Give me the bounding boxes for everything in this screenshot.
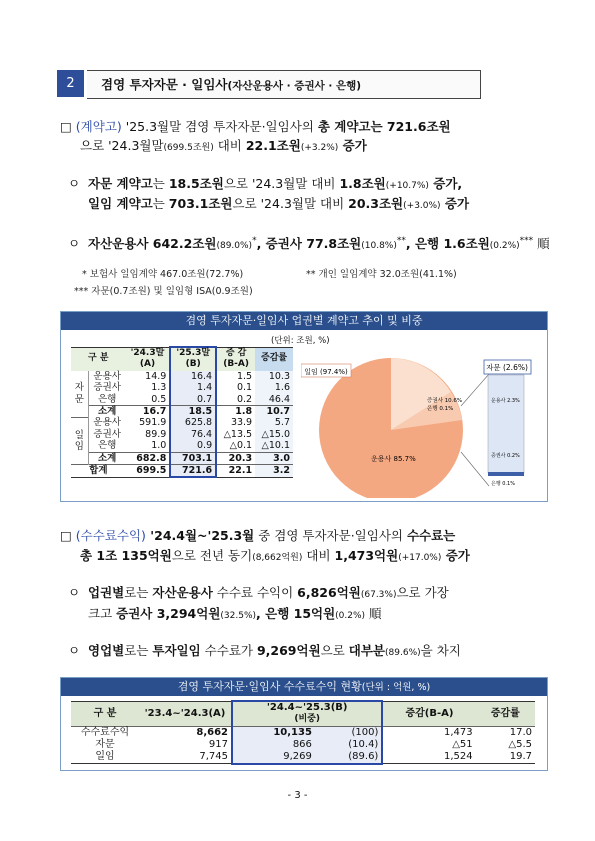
table-row bbox=[71, 465, 293, 478]
cell-a: 1.3 bbox=[151, 382, 167, 394]
th-c4: 증감률 bbox=[255, 347, 293, 371]
cell-d: 22.1 bbox=[216, 465, 255, 478]
cell-r: △10.1 bbox=[255, 440, 293, 452]
cell-r: 3.0 bbox=[255, 452, 293, 464]
row-name: 자문 bbox=[95, 738, 115, 750]
bullet-fee-business: ㅇ 영업별로는 투자일임 수수료가 9,269억원으로 대부분(89.6%)을 차지 bbox=[68, 643, 461, 658]
row-name: 소계 bbox=[88, 406, 125, 418]
cell-d: △13.5 bbox=[223, 428, 253, 440]
cell-b: 0.7 bbox=[170, 394, 216, 406]
page-number: - 3 - bbox=[287, 790, 308, 801]
cell-w: (100) bbox=[315, 726, 382, 739]
row-name: 은행 bbox=[98, 393, 117, 405]
table-row bbox=[71, 452, 293, 464]
cell-a: 89.9 bbox=[145, 428, 167, 440]
para-fee-line1: □ (수수료수익) '24.4월~'25.3월 중 겸영 투자자문·일임사의 수수료는 bbox=[60, 528, 456, 543]
pie-label-unyong: 운용사 85.7% bbox=[371, 455, 416, 463]
cell-a: 1.0 bbox=[151, 440, 167, 452]
cell-a: 7,745 bbox=[199, 751, 228, 763]
row-name: 운용사 bbox=[93, 370, 121, 382]
row-name: 소계 bbox=[88, 452, 125, 464]
row-name: 증권사 bbox=[93, 382, 121, 394]
cell-d: 20.3 bbox=[216, 452, 255, 464]
cell-r: 17.0 bbox=[509, 726, 532, 738]
fee-table: 구 분 '23.4~'24.3(A) '24.4~'25.3(B) (비중) 증감(B-A) 증감률 수수료수익 8,662 10,135 (100) 1,473 17.0 자문 917 866 (10.4) △51 △5.5 일임 7,745 9,269 (89.6) 1,524 19.7 bbox=[71, 700, 535, 765]
cell-d: 0.2 bbox=[236, 393, 253, 405]
th-c3: 증 감 bbox=[216, 347, 255, 359]
pie-label-ilim: 일임 (97.4%) bbox=[304, 368, 348, 376]
contract-box bbox=[60, 311, 548, 502]
cell-a: 8,662 bbox=[196, 726, 228, 738]
cell-r: 5.7 bbox=[255, 417, 293, 428]
cell-d: 33.9 bbox=[230, 417, 253, 429]
cell-d: 1.8 bbox=[216, 406, 255, 418]
cell-w: (10.4) bbox=[315, 739, 382, 751]
cell-w: (89.6) bbox=[315, 751, 382, 764]
cell-d: 1,524 bbox=[443, 751, 473, 763]
table-row bbox=[71, 382, 293, 393]
footnote-1: * 보험사 일임계약 467.0조원(72.7%) bbox=[82, 269, 244, 280]
section-title: 겸영 투자자문 · 일임사(자산운용사 · 증권사 · 은행) bbox=[87, 70, 481, 99]
bar-label-bank: 은행 0.1% bbox=[491, 481, 515, 487]
th-c2: '25.3말 bbox=[170, 347, 216, 359]
table-row bbox=[71, 371, 293, 382]
cell-d: 1.5 bbox=[236, 370, 253, 382]
fee-box bbox=[60, 677, 548, 771]
cell-d: 0.1 bbox=[236, 382, 253, 394]
contract-unit: (단위: 조원, %) bbox=[271, 336, 330, 346]
cell-a: 14.9 bbox=[145, 370, 167, 382]
cell-r: 10.3 bbox=[255, 371, 293, 382]
cell-b: 0.9 bbox=[170, 440, 216, 452]
cell-b: 1.4 bbox=[170, 382, 216, 393]
cell-r: 19.7 bbox=[509, 751, 532, 763]
row-name: 일임 bbox=[95, 751, 115, 763]
cell-a: 591.9 bbox=[139, 417, 167, 429]
cell-b: 703.1 bbox=[170, 452, 216, 464]
bullet-sector-share: ㅇ 자산운용사 642.2조원(89.0%)*, 증권사 77.8조원(10.8%)**, 은행 1.6조원(0.2%)*** 順 bbox=[68, 236, 550, 252]
row-name: 운용사 bbox=[93, 417, 121, 429]
row-name: 합계 bbox=[71, 465, 126, 478]
cell-a: 917 bbox=[208, 738, 228, 750]
cell-d: △0.1 bbox=[229, 440, 253, 452]
para-contract-line1: □ (계약고) '25.3월말 겸영 투자자문·일임사의 총 계약고는 721.6조원 bbox=[60, 119, 451, 134]
bullet-contract-discretionary: 일임 계약고는 703.1조원으로 '24.3월말 대비 20.3조원(+3.0%) 증가 bbox=[88, 196, 470, 211]
cell-b: 10,135 bbox=[232, 726, 315, 739]
section-header bbox=[57, 67, 481, 100]
contract-box-title: 겸영 투자자문·일임사 업권별 계약고 추이 및 비중 bbox=[61, 312, 547, 330]
th-gubun: 구 분 bbox=[71, 347, 126, 371]
cell-b: 18.5 bbox=[170, 406, 216, 418]
pie-label-bank: 은행 0.1% bbox=[427, 406, 454, 412]
row-name: 수수료수익 bbox=[80, 726, 130, 738]
cell-r: 10.7 bbox=[255, 406, 293, 418]
table-row bbox=[71, 417, 293, 428]
row-name: 증권사 bbox=[93, 428, 121, 440]
th-c1: '24.3말 bbox=[126, 347, 171, 359]
table-row bbox=[71, 751, 535, 764]
cell-a: 16.7 bbox=[126, 406, 171, 418]
cell-b: 625.8 bbox=[170, 417, 216, 428]
bullet-contract-advisory: ㅇ 자문 계약고는 18.5조원으로 '24.3월말 대비 1.8조원(+10.7%) 증가, bbox=[68, 176, 463, 191]
sector-pie-chart bbox=[301, 344, 547, 498]
para-fee-line2: 총 1조 135억원으로 전년 동기(8,662억원) 대비 1,473억원(+17.0%) 증가 bbox=[80, 548, 470, 563]
footnote-2: ** 개인 일임계약 32.0조원(41.1%) bbox=[306, 269, 457, 280]
bar-label-unyong: 운용사 2.3% bbox=[491, 398, 520, 404]
bullet-fee-sector-2: 크고 증권사 3,294억원(32.5%), 은행 15억원(0.2%) 順 bbox=[88, 606, 382, 621]
cell-d: △51 bbox=[452, 738, 473, 750]
pie-label-jeunggwon: 증권사 10.6% bbox=[427, 398, 463, 404]
cell-d: 1,473 bbox=[443, 726, 473, 738]
table-row bbox=[71, 394, 293, 406]
cell-r: 3.2 bbox=[255, 465, 293, 478]
table-row bbox=[71, 406, 293, 418]
table-row bbox=[71, 429, 293, 440]
cell-b: 9,269 bbox=[232, 751, 315, 764]
table-row bbox=[71, 440, 293, 452]
row-name: 은행 bbox=[98, 440, 117, 452]
cell-b: 76.4 bbox=[170, 429, 216, 440]
row-group-label: 일 임 bbox=[71, 417, 88, 464]
fee-box-title: 겸영 투자자문·일임사 수수료수익 현황(단위 : 억원, %) bbox=[61, 678, 547, 696]
bar-bank-seg bbox=[488, 472, 524, 476]
pie-label-jamun: 자문 (2.6%) bbox=[486, 363, 528, 372]
cell-b: 866 bbox=[232, 739, 315, 751]
cell-a: 682.8 bbox=[126, 452, 171, 464]
cell-a: 699.5 bbox=[126, 465, 171, 478]
cell-a: 0.5 bbox=[151, 393, 167, 405]
bullet-fee-sector: ㅇ 업권별로는 자산운용사 수수료 수익이 6,826억원(67.3%)으로 가장 bbox=[68, 585, 449, 600]
para-contract-line2: 으로 '24.3월말(699.5조원) 대비 22.1조원(+3.2%) 증가 bbox=[80, 138, 367, 153]
bar-label-jeunggwon: 증권사 0.2% bbox=[491, 453, 520, 459]
footnote-3: *** 자문(0.7조원) 및 일임형 ISA(0.9조원) bbox=[74, 286, 253, 297]
cell-r: 46.4 bbox=[255, 394, 293, 406]
table-row bbox=[71, 739, 535, 751]
contract-table: 구 분 '24.3말 '25.3말 증 감 증감률 (A) (B) (B-A) 자 문 운용사 14.9 16.4 1.5 10.3 증권사 1.3 1.4 0.1 1.6 은행 0.5 0.7 0.2 46.4 소계 16.7 18.5 1.8 10.7 일 임 운용사 591.9 625.8 33.9 5.7 증권사 89.9 76.4 △13.5 △15.0 은행 1.0 0.9 △0.1 △10.1 소계 682.8 703.1 20.3 3.0 합계 699.5 721.6 22.1 3.2 bbox=[71, 346, 293, 478]
cell-r: △5.5 bbox=[508, 738, 532, 750]
cell-b: 721.6 bbox=[170, 465, 216, 478]
table-row bbox=[71, 726, 535, 739]
row-group-label: 자 문 bbox=[71, 371, 88, 418]
cell-r: 1.6 bbox=[255, 382, 293, 393]
cell-b: 16.4 bbox=[170, 371, 216, 382]
cell-r: △15.0 bbox=[255, 429, 293, 440]
section-number: 2 bbox=[57, 70, 84, 97]
